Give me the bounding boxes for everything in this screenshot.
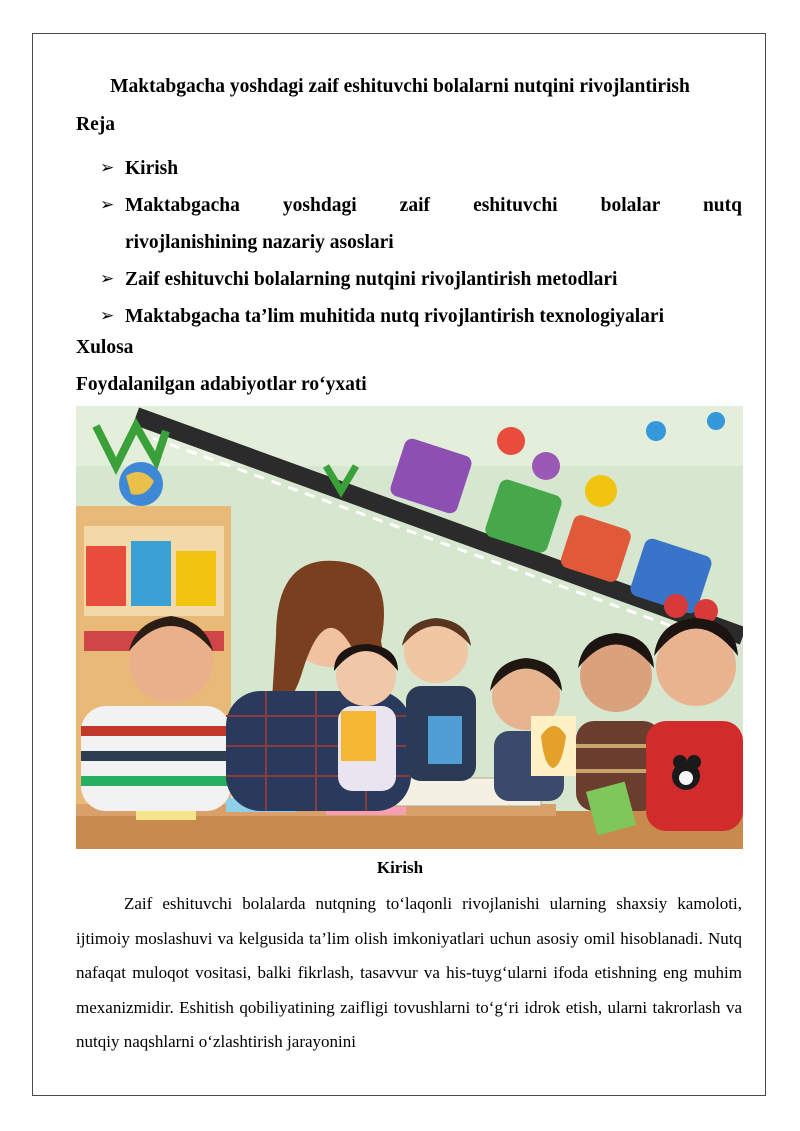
- intro-title: Kirish: [376, 858, 424, 877]
- arrow-bullet-icon: ➢: [100, 158, 115, 178]
- toc-item-theory: ➢ Maktabgacha yoshdagi zaif eshituvchi bolalar nutq rivojlanishining nazariy asoslari: [100, 187, 742, 261]
- arrow-bullet-icon: ➢: [100, 195, 115, 215]
- document-title: Maktabgacha yoshdagi zaif eshituvchi bolalarni nutqini rivojlantirish: [110, 76, 690, 97]
- toc-item-intro: ➢ Kirish: [100, 150, 742, 187]
- arrow-bullet-icon: ➢: [100, 269, 115, 289]
- toc-item-methods: ➢ Zaif eshituvchi bolalarning nutqini rivojlantirish metodlari: [100, 261, 742, 298]
- references-heading: Foydalanilgan adabiyotlar ro‘yxati: [76, 374, 367, 395]
- toc-item-technologies: ➢ Maktabgacha ta’lim muhitida nutq rivojlantirish texnologiyalari: [100, 298, 742, 335]
- plan-heading: Reja: [76, 114, 115, 135]
- classroom-photo: [76, 406, 743, 849]
- table-of-contents: [100, 150, 742, 335]
- intro-paragraph: Zaif eshituvchi bolalarda nutqning to‘laqonli rivojlanishi ularning shaxsiy kamoloti, ijtimoiy moslashuvi va kelgusida ta’lim olish imkoniyatlari uchun asosiy omil hisoblanadi. Nutq nafaqat muloqot vositasi, balki fikrlash, tasavvur va his-tuyg‘ularni ifoda etishning eng muhim mexanizmidir. Eshitish qobiliyatining zaifligi tovushlarni to‘g‘ri idrok etish, ularni takrorlash va nutqiy naqshlarni o‘zlashtirish jarayonini: [76, 894, 742, 1051]
- arrow-bullet-icon: ➢: [100, 306, 115, 326]
- conclusion-heading: Xulosa: [76, 337, 134, 358]
